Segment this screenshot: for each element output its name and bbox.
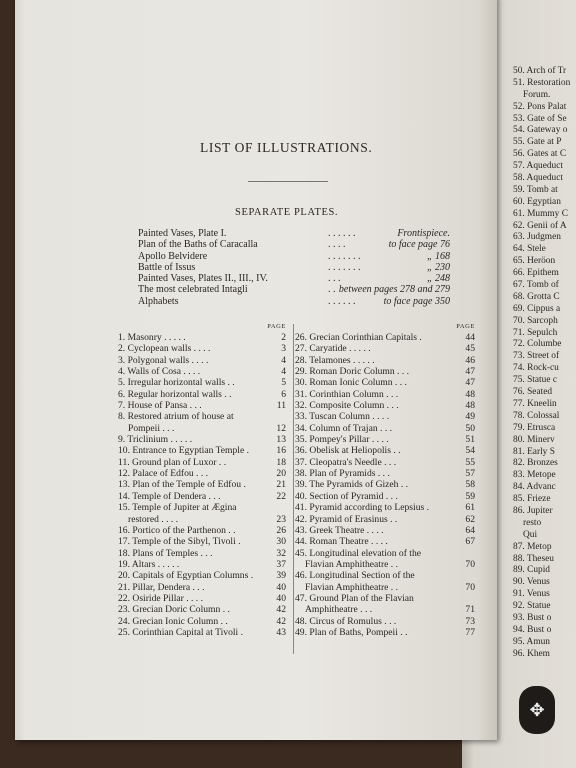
item-title: 15. Temple of Jupiter at Ægina <box>118 502 237 514</box>
facing-item: 93. Bust o <box>513 612 552 623</box>
list-item <box>295 457 475 468</box>
item-page: 51 <box>465 434 475 446</box>
facing-item: 51. Restoration <box>513 77 571 88</box>
list-item <box>295 389 475 400</box>
item-title: 13. Plan of the Temple of Edfou . <box>118 479 246 491</box>
facing-item: 63. Judgmen <box>513 232 561 243</box>
list-item <box>295 411 475 422</box>
list-item <box>295 479 475 490</box>
list-item <box>295 377 475 388</box>
list-item <box>118 582 286 593</box>
item-page: 62 <box>465 513 475 525</box>
facing-item: 90. Venus <box>513 577 550 588</box>
item-page: 21 <box>276 479 286 491</box>
item-page: 11 <box>276 400 286 412</box>
item-page: 50 <box>465 422 475 434</box>
item-title: 11. Ground plan of Luxor . . <box>118 456 227 468</box>
facing-item: 54. Gateway o <box>513 125 568 136</box>
item-title: Amphitheatre . . . <box>305 604 373 616</box>
item-title: 39. The Pyramids of Gizeh . . <box>295 479 409 491</box>
list-item <box>295 502 475 513</box>
item-title: 38. Plan of Pyramids . . . <box>295 468 390 480</box>
plate-title: Painted Vases, Plates II., III., IV. <box>138 273 268 285</box>
item-title: 30. Roman Ionic Column . . . <box>295 377 407 389</box>
list-item <box>295 366 475 377</box>
item-page: 32 <box>276 547 286 559</box>
facing-item: 53. Gate of Se <box>513 113 567 124</box>
plate-title: Painted Vases, Plate I. <box>138 228 227 239</box>
list-item <box>118 570 286 581</box>
list-item <box>118 445 286 456</box>
list-item <box>295 434 475 445</box>
item-page: 18 <box>276 456 286 468</box>
facing-item: 71. Sepulch <box>513 327 558 338</box>
item-title: 42. Pyramid of Erasinus . . <box>295 513 398 525</box>
facing-item: 88. Theseu <box>513 553 554 564</box>
item-title: 12. Palace of Edfou . . . <box>118 468 209 480</box>
item-page: 40 <box>276 592 286 604</box>
list-item <box>118 343 286 354</box>
list-item <box>295 593 475 604</box>
list-item <box>118 627 286 638</box>
item-title: 46. Longitudinal Section of the <box>295 570 415 582</box>
item-page: 77 <box>465 626 475 638</box>
item-page: 49 <box>465 411 475 423</box>
facing-item: 67. Tomb of <box>513 280 559 291</box>
item-page: 2 <box>281 332 286 343</box>
item-title: 2. Cyclopean walls . . . . <box>118 343 211 355</box>
facing-item: 95. Amun <box>513 636 550 647</box>
item-page: 58 <box>465 479 475 491</box>
list-item <box>295 355 475 366</box>
item-page: 57 <box>465 468 475 480</box>
page-title: LIST OF ILLUSTRATIONS. <box>200 140 373 155</box>
item-page: 4 <box>281 366 286 378</box>
facing-item: 91. Venus <box>513 589 550 600</box>
item-page: 3 <box>281 343 286 355</box>
plate-ref <box>427 262 450 273</box>
item-page: 55 <box>465 456 475 468</box>
item-title: 29. Roman Doric Column . . . <box>295 366 410 378</box>
item-page: 44 <box>465 332 475 343</box>
item-title: Pompeii . . . <box>128 422 175 434</box>
item-page: 47 <box>465 366 475 378</box>
plate-item <box>138 273 450 284</box>
facing-item: 59. Tomb at <box>513 184 558 195</box>
facing-item: 92. Statue <box>513 601 551 612</box>
item-title: 8. Restored atrium of house at <box>118 411 234 423</box>
item-title: 33. Tuscan Column . . . . <box>295 411 390 423</box>
facing-item: 83. Metope <box>513 470 556 481</box>
facing-item: 70. Sarcoph <box>513 315 558 326</box>
separate-plates-list <box>138 228 450 307</box>
item-title: 4. Walls of Cosa . . . . <box>118 366 201 378</box>
facing-item: Forum. <box>523 89 551 100</box>
item-page: 39 <box>276 570 286 582</box>
facing-item: 84. Advanc <box>513 482 556 493</box>
list-item <box>295 423 475 434</box>
facing-item: 74. Rock-cu <box>513 363 559 374</box>
plate-leader: . . . . . . . <box>328 261 361 273</box>
plate-item <box>138 284 450 295</box>
list-item <box>295 616 475 627</box>
plate-ref <box>397 228 450 239</box>
item-page: 37 <box>276 558 286 570</box>
plate-title: Battle of Issus <box>138 261 196 273</box>
list-item <box>118 366 286 377</box>
list-item <box>295 343 475 354</box>
item-title: 47. Ground Plan of the Flavian <box>295 592 414 604</box>
item-page: 46 <box>465 354 475 366</box>
plate-leader: . . . . . . <box>328 295 356 307</box>
item-title: 18. Plans of Temples . . . <box>118 547 213 559</box>
list-item <box>118 468 286 479</box>
item-title: 34. Column of Trajan . . . <box>295 422 393 434</box>
list-item <box>118 548 286 559</box>
item-title: 5. Irregular horizontal walls . . <box>118 377 235 389</box>
plate-ref <box>389 239 450 250</box>
item-title: 7. House of Pansa . . . <box>118 400 202 412</box>
item-page: 40 <box>276 581 286 593</box>
title-rule <box>248 181 328 182</box>
list-item <box>118 479 286 490</box>
list-item <box>118 389 286 400</box>
list-item <box>118 491 286 502</box>
facing-item: 78. Colossal <box>513 410 560 421</box>
list-item <box>295 468 475 479</box>
facing-item: 57. Aqueduct <box>513 161 563 172</box>
facing-item: 81. Early S <box>513 446 555 457</box>
plate-ref-text: „ 248 <box>426 273 450 285</box>
plate-ref-text: „ 230 <box>426 261 450 273</box>
facing-item: 68. Grotta C <box>513 291 560 302</box>
page-label: PAGE <box>456 323 475 330</box>
facing-item: 64. Stele <box>513 244 546 255</box>
plate-title: Plan of the Baths of Caracalla <box>138 239 258 251</box>
list-item <box>118 355 286 366</box>
facing-item: 96. Khem <box>513 648 550 659</box>
item-page: 26 <box>276 524 286 536</box>
list-item <box>295 627 475 638</box>
item-title: restored . . . . <box>128 513 179 525</box>
item-title: 27. Caryatide . . . . . <box>295 343 371 355</box>
facing-item: 94. Bust o <box>513 624 552 635</box>
facing-item: 87. Metop <box>513 541 552 552</box>
item-title: 37. Cleopatra's Needle . . . <box>295 456 397 468</box>
item-title: 9. Triclinium . . . . . <box>118 434 193 446</box>
plate-ref <box>339 284 450 295</box>
plate-item <box>138 251 450 262</box>
item-title: Flavian Amphitheatre . . <box>305 558 398 570</box>
item-page: 16 <box>276 445 286 457</box>
list-item <box>295 570 475 581</box>
plate-ref-text: between pages 278 and 279 <box>338 284 450 296</box>
item-title: 24. Grecian Ionic Column . . <box>118 615 228 627</box>
item-page: 4 <box>281 354 286 366</box>
plate-item <box>138 262 450 273</box>
item-title: 26. Grecian Corinthian Capitals . <box>295 332 422 343</box>
list-item <box>118 457 286 468</box>
item-page: 13 <box>276 434 286 446</box>
item-title: 21. Pillar, Dendera . . . <box>118 581 205 593</box>
plate-leader: . . . <box>328 273 341 285</box>
item-page: 70 <box>465 558 475 570</box>
column-divider <box>293 324 294 654</box>
right-column <box>295 322 475 638</box>
item-page: 67 <box>465 536 475 548</box>
item-title: 6. Regular horizontal walls . . <box>118 388 232 400</box>
list-item <box>118 559 286 570</box>
list-item <box>295 445 475 456</box>
item-page: 48 <box>465 400 475 412</box>
list-item <box>118 411 286 422</box>
facing-item: 85. Frieze <box>513 494 551 505</box>
plate-leader: . . . . . . . <box>328 250 361 262</box>
plate-item <box>138 296 450 307</box>
plate-leader: . . . . . . <box>328 228 356 239</box>
watermark-logo: ✥ <box>519 686 555 734</box>
item-page: 6 <box>281 388 286 400</box>
item-page: 54 <box>465 445 475 457</box>
facing-item: 80. Minerv <box>513 434 555 445</box>
facing-item: 58. Aqueduct <box>513 173 563 184</box>
list-item <box>295 536 475 547</box>
item-title: 1. Masonry . . . . . <box>118 332 186 343</box>
item-page: 42 <box>276 615 286 627</box>
list-item <box>118 423 286 434</box>
plate-ref-text: Frontispiece. <box>397 228 450 239</box>
item-title: 14. Temple of Dendera . . . <box>118 490 221 502</box>
item-title: Flavian Amphitheatre . . <box>305 581 398 593</box>
facing-item: 72. Columbe <box>513 339 562 350</box>
plate-ref <box>427 251 450 262</box>
plate-item <box>138 239 450 250</box>
facing-item: 56. Gates at C <box>513 149 567 160</box>
item-page: 64 <box>465 524 475 536</box>
left-column <box>118 322 286 638</box>
separate-plates-heading: SEPARATE PLATES. <box>235 207 339 218</box>
facing-item: 50. Arch of Tr <box>513 66 567 76</box>
list-item <box>295 514 475 525</box>
facing-item: 75. Statue c <box>513 375 558 386</box>
list-item <box>118 332 286 343</box>
list-item <box>295 548 475 559</box>
item-title: 44. Roman Theatre . . . . <box>295 536 388 548</box>
facing-item: 55. Gate at P <box>513 137 562 148</box>
facing-item: 52. Pons Palat <box>513 101 567 112</box>
item-title: 41. Pyramid according to Lepsius . <box>295 502 430 514</box>
item-title: 49. Plan of Baths, Pompeii . . <box>295 626 408 638</box>
list-item <box>295 400 475 411</box>
facing-item: 65. Heröon <box>513 256 556 267</box>
facing-item: 79. Etrusca <box>513 422 556 433</box>
item-page: 12 <box>276 422 286 434</box>
item-page: 30 <box>276 536 286 548</box>
plate-ref <box>427 273 450 284</box>
page-label: PAGE <box>267 323 286 330</box>
plate-ref-text: to face page 350 <box>383 295 450 307</box>
item-title: 43. Greek Theatre . . . . <box>295 524 384 536</box>
item-title: 28. Telamones . . . . . <box>295 354 375 366</box>
plate-title: Apollo Belvidere <box>138 250 208 262</box>
item-title: 48. Circus of Romulus . . . <box>295 615 397 627</box>
facing-item: 66. Epithem <box>513 268 559 279</box>
list-item <box>118 536 286 547</box>
plate-item <box>138 228 450 239</box>
item-title: 31. Corinthian Column . . . <box>295 388 399 400</box>
facing-item: 76. Seated <box>513 387 553 398</box>
item-page: 45 <box>465 343 475 355</box>
list-item <box>118 593 286 604</box>
item-title: 19. Altars . . . . . <box>118 558 180 570</box>
list-item <box>118 604 286 615</box>
plate-ref <box>384 296 450 307</box>
item-title: 3. Polygonal walls . . . . <box>118 354 209 366</box>
item-title: 10. Entrance to Egyptian Temple . <box>118 445 250 457</box>
facing-item: 89. Cupid <box>513 565 550 576</box>
list-item <box>118 400 286 411</box>
list-item <box>295 525 475 536</box>
facing-item: 61. Mummy C <box>513 208 568 219</box>
facing-page-list <box>513 66 570 661</box>
item-page: 70 <box>465 581 475 593</box>
facing-item: resto <box>523 517 542 528</box>
list-item <box>118 502 286 513</box>
item-title: 22. Osiride Pillar . . . . <box>118 592 204 604</box>
list-item <box>295 332 475 343</box>
list-item <box>118 434 286 445</box>
item-page: 73 <box>465 615 475 627</box>
facing-item: 86. Jupiter <box>513 505 553 516</box>
item-page: 22 <box>276 490 286 502</box>
list-item <box>295 604 475 615</box>
plate-title: Alphabets <box>138 295 179 307</box>
item-page: 47 <box>465 377 475 389</box>
plate-title: The most celebrated Intagli <box>138 284 248 296</box>
item-page: 42 <box>276 604 286 616</box>
item-title: 23. Grecian Doric Column . . <box>118 604 230 616</box>
item-title: 17. Temple of the Sibyl, Tivoli . <box>118 536 241 548</box>
list-item <box>295 582 475 593</box>
item-page: 23 <box>276 513 286 525</box>
plate-ref-text: „ 168 <box>426 250 450 262</box>
item-title: 25. Corinthian Capital at Tivoli . <box>118 626 243 638</box>
facing-item: 62. Genii of A <box>513 220 567 231</box>
list-item <box>295 559 475 570</box>
item-page: 61 <box>465 502 475 514</box>
item-page: 20 <box>276 468 286 480</box>
item-title: 32. Composite Column . . . <box>295 400 399 412</box>
facing-item: 60. Egyptian <box>513 196 561 207</box>
item-page: 5 <box>281 377 286 389</box>
facing-item: 73. Street of <box>513 351 560 362</box>
item-title: 40. Section of Pyramid . . . <box>295 490 398 502</box>
item-page: 43 <box>276 626 286 638</box>
item-title: 45. Longitudinal elevation of the <box>295 547 422 559</box>
list-item <box>118 377 286 388</box>
list-item <box>118 616 286 627</box>
list-item <box>118 514 286 525</box>
item-page: 71 <box>465 604 475 616</box>
plate-ref-text: to face page 76 <box>388 239 450 251</box>
item-title: 35. Pompey's Pillar . . . . <box>295 434 389 446</box>
facing-item: 82. Bronzes <box>513 458 558 469</box>
list-item <box>118 525 286 536</box>
facing-item: Qui <box>523 529 538 540</box>
plate-leader: . . . . <box>328 239 346 251</box>
item-title: 16. Portico of the Parthenon . . <box>118 524 236 536</box>
item-page: 48 <box>465 388 475 400</box>
list-item <box>295 491 475 502</box>
item-page: 59 <box>465 490 475 502</box>
facing-item: 77. Kneelin <box>513 398 557 409</box>
facing-item: 69. Cippus a <box>513 303 561 314</box>
item-title: 20. Capitals of Egyptian Columns . <box>118 570 254 582</box>
item-title: 36. Obelisk at Heliopolis . . <box>295 445 401 457</box>
plate-leader: . . <box>328 284 336 296</box>
